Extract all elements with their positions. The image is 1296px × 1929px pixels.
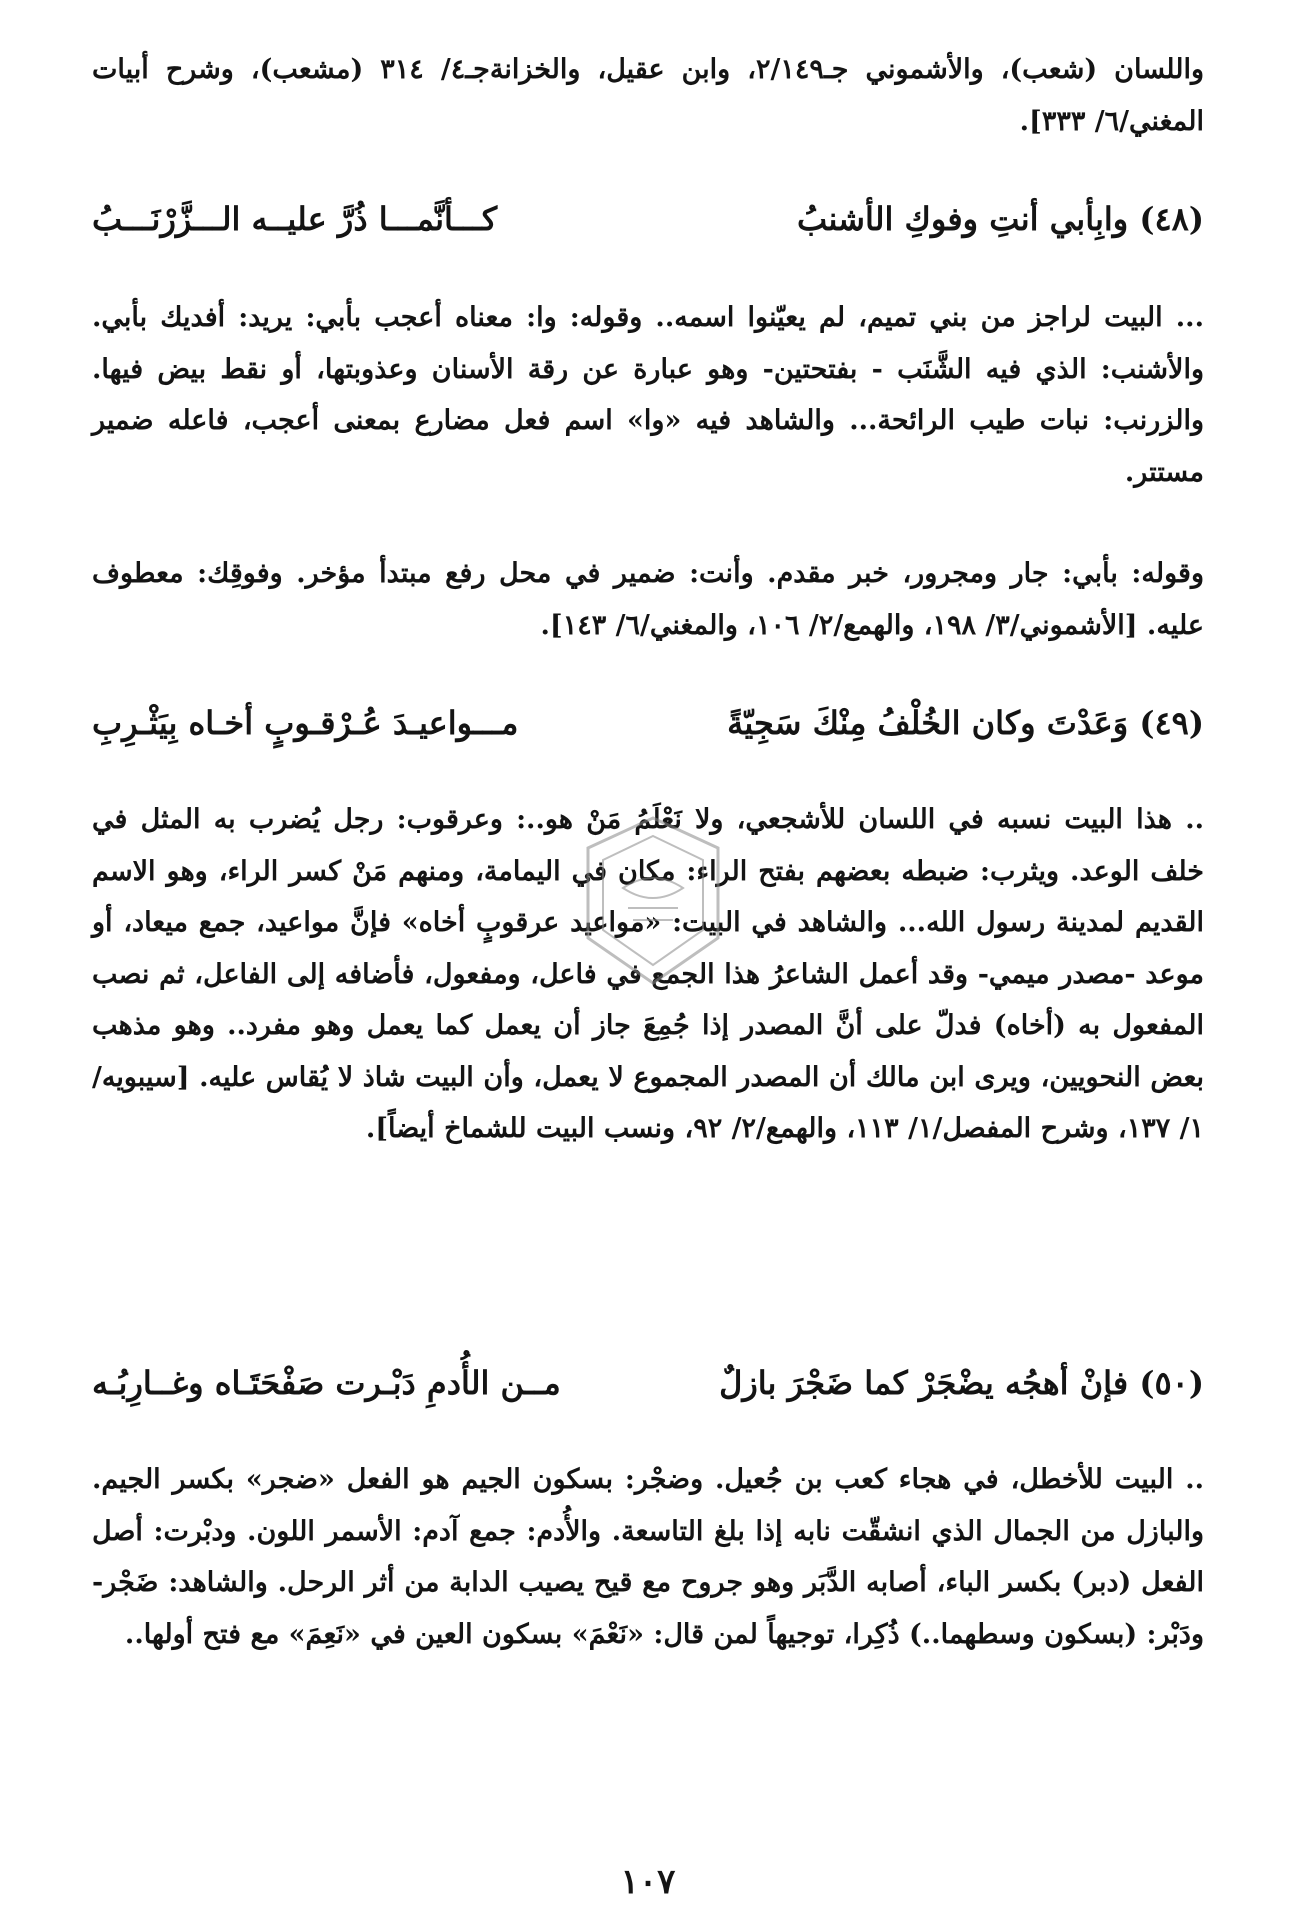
paragraph-p1: واللسان (شعب)، والأشموني جـ٢/١٤٩، وابن عقيل، والخزانةجـ٤/ ٣١٤ (مشعب)، وشرح أبيات المغني/٦/ ٣٣٣]. xyxy=(92,54,1205,137)
verse-50 xyxy=(92,1354,1204,1412)
paragraph-p2: ... البيت لراجز من بني تميم، لم يعيّنوا اسمه.. وقوله: وا: معناه أعجب بأبي: يريد: أفديك بأبي. والأشنب: الذي فيه الشَّنَب - بفتحتين- وهو عبارة عن رقة الأسنان وعذوبتها، أو نقط بيض فيها. والزرنب: نبات طيب الرائحة... والشاهد فيه «وا» اسم فعل مضارع بمعنى أعجب، فاعله ضمير مستتر. xyxy=(92,302,1204,488)
verse-49-second-hemistich: مـــواعيـدَ عُـرْقـوبٍ أخـاه بِيَثْـرِبِ xyxy=(92,704,519,742)
verse-48-first-hemistich: (٤٨) وابِأبي أنتِ وفوكِ الأشنبُ xyxy=(797,200,1204,238)
reference-continuation xyxy=(92,44,1204,147)
page-number: ١٠٧ xyxy=(620,1862,676,1902)
commentary-48-grammar xyxy=(92,548,1204,651)
paragraph-p4: .. هذا البيت نسبه في اللسان للأشجعي، ولا نَعْلَمُ مَنْ هو..: وعرقوب: رجل يُضرب به المثل في خلف الوعد. ويثرب: ضبطه بعضهم بفتح الراء: مكان في اليمامة، ومنهم مَنْ كسر الراء، وهو الاسم القديم لمدينة رسول الله... والشاهد في البيت: «مواعيد عرقوبٍ أخاه» فإنَّ مواعيد، جمع ميعاد، أو موعد -مصدر ميمي- وقد أعمل الشاعرُ هذا الجمع في فاعل، ومفعول، فأضافه إلى الفاعل، ثم نصب المفعول به (أخاه) فدلّ على أنَّ المصدر إذا جُمِعَ جاز أن يعمل كما يعمل وهو مفرد.. وهو مذهب بعض النحويين، ويرى ابن مالك أن المصدر المجموع لا يعمل، وأن البيت شاذ لا يُقاس عليه. [سيبويه/١/ ١٣٧، وشرح المفصل/١/ ١١٣، والهمع/٢/ ٩٢، ونسب البيت للشماخ أيضاً]. xyxy=(92,804,1204,1144)
verse-49 xyxy=(92,694,1204,752)
paragraph-p5: .. البيت للأخطل، في هجاء كعب بن جُعيل. وضجْر: بسكون الجيم هو الفعل «ضجر» بكسر الجيم. والبازل من الجمال الذي انشقّت نابه إذا بلغ التاسعة. والأُدم: جمع آدم: الأسمر اللون. ودبْرت: أصل الفعل (دبر) بكسر الباء، أصابه الدَّبَر وهو جروح مع قيح يصيب الدابة من أثر الرحل. والشاهد: ضَجْر- ودَبْر: (بسكون وسطهما..) ذُكِرا، توجيهاً لمن قال: «نَعْمَ» بسكون العين في «نَعِمَ» مع فتح أولها.. xyxy=(92,1464,1204,1650)
commentary-49 xyxy=(92,794,1204,1155)
commentary-50 xyxy=(92,1454,1204,1660)
verse-48 xyxy=(92,190,1204,248)
verse-50-second-hemistich: مــن الأُدمِ دَبْـرت صَفْحَتَـاه وغــارِبُـه xyxy=(92,1364,561,1402)
commentary-48 xyxy=(92,292,1204,498)
paragraph-p3: وقوله: بأبي: جار ومجرور، خبر مقدم. وأنت: ضمير في محل رفع مبتدأ مؤخر. وفوقِك: معطوف عليه. [الأشموني/٣/ ١٩٨، والهمع/٢/ ١٠٦، والمغني/٦/ ١٤٣]. xyxy=(92,558,1204,641)
verse-49-first-hemistich: (٤٩) وَعَدْتَ وكان الخُلْفُ مِنْكَ سَجِيّةً xyxy=(727,704,1204,742)
verse-48-second-hemistich: كـــأنَّمـــا ذُرَّ عليــه الـــزَّرْنَـــبُ xyxy=(92,200,498,238)
verse-50-first-hemistich: (٥٠) فإنْ أهجُه يضْجَرْ كما ضَجْرَ بازلٌ xyxy=(719,1364,1204,1402)
